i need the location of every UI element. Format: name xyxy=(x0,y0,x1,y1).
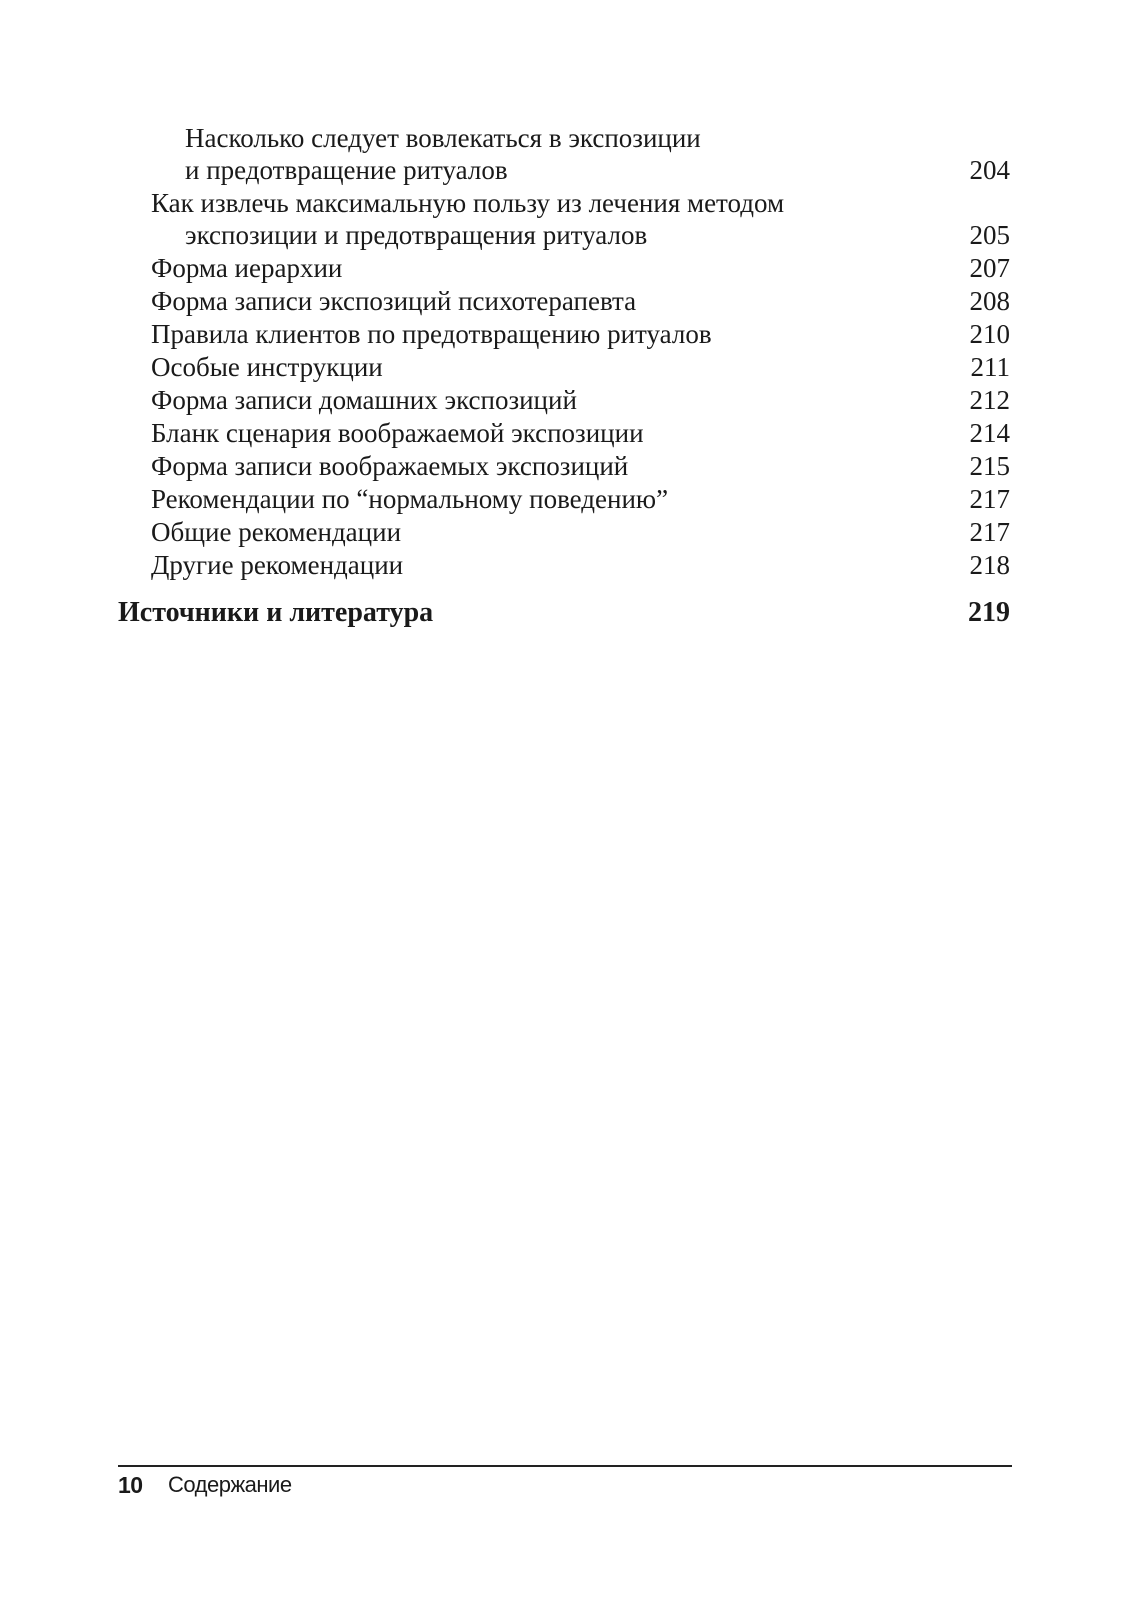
toc-entry-title: Форма записи экспозиций психотерапевта xyxy=(151,286,637,316)
toc-entry-title: Другие рекомендации xyxy=(151,550,404,580)
toc-chapter-title: Источники и литература xyxy=(118,597,434,628)
toc-page-number: 207 xyxy=(969,253,1010,283)
toc-page-number: 205 xyxy=(969,220,1010,250)
footer-divider xyxy=(118,1465,1012,1467)
toc-page-number: 208 xyxy=(969,286,1010,316)
toc-page-number: 211 xyxy=(970,352,1010,382)
toc-entry-title-continuation: и предотвращение ритуалов xyxy=(185,155,508,185)
toc-entry-title: Форма иерархии xyxy=(151,253,343,283)
toc-page-number: 210 xyxy=(969,319,1010,349)
toc-entry-title: Общие рекомендации xyxy=(151,517,402,547)
toc-page-number: 218 xyxy=(969,550,1010,580)
toc-page-number: 217 xyxy=(969,517,1010,547)
toc-page-number: 215 xyxy=(969,451,1010,481)
toc-page-number: 214 xyxy=(969,418,1010,448)
toc-entry-title: Форма записи воображаемых экспозиций xyxy=(151,451,629,481)
toc-entry-title: Форма записи домашних экспозиций xyxy=(151,385,577,415)
toc-entry-title: Правила клиентов по предотвращению ритуалов xyxy=(151,319,712,349)
footer-page-number: 10 xyxy=(118,1472,143,1498)
toc-entry-title: Рекомендации по “нормальному поведению” xyxy=(151,484,669,514)
toc-page-number: 219 xyxy=(968,597,1010,628)
toc-entry-title-continuation: экспозиции и предотвращения ритуалов xyxy=(185,220,648,250)
footer-section-label: Содержание xyxy=(168,1472,292,1497)
toc-page-number: 212 xyxy=(969,385,1010,415)
toc-page-number: 217 xyxy=(969,484,1010,514)
toc-entry-title: Бланк сценария воображаемой экспозиции xyxy=(151,418,644,448)
toc-entry-title: Особые инструкции xyxy=(151,352,383,382)
toc-entry-title: Насколько следует вовлекаться в экспозиции xyxy=(185,123,701,153)
toc-entry-title: Как извлечь максимальную пользу из лечения методом xyxy=(151,188,785,218)
toc-page-number: 204 xyxy=(969,155,1010,185)
